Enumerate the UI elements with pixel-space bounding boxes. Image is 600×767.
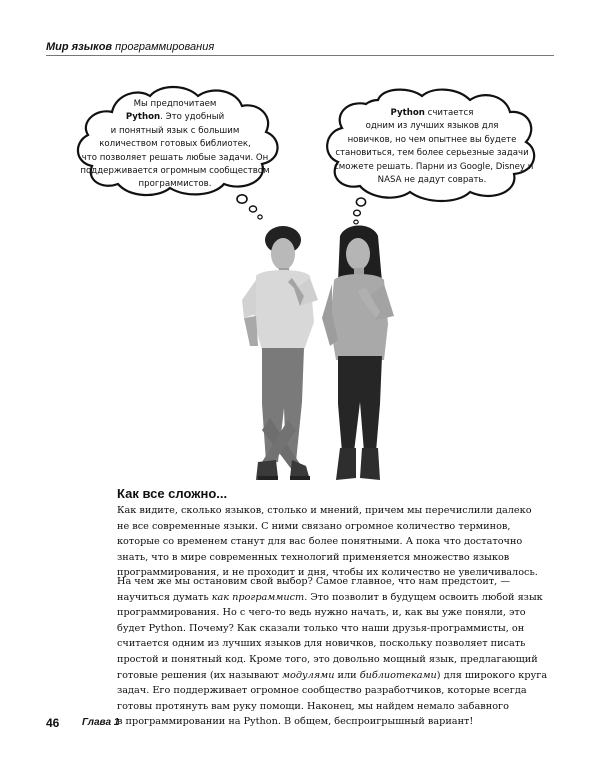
- bubble-left-span: поддерживается огромным сообществом: [80, 166, 270, 177]
- bubble-right-line: [334, 120, 530, 133]
- emphasis-think-like-programmer: как программист: [211, 591, 305, 603]
- paragraph-line: не все современные языки. С ними связано огромное количество терминов,: [117, 520, 511, 532]
- bubble-right-span: считается: [424, 108, 474, 118]
- bubble-left-line: [80, 98, 270, 111]
- bubble-left-line: [80, 152, 270, 165]
- paragraph-span: ) для широкого круга: [436, 669, 548, 681]
- bubble-left-line: [80, 125, 270, 138]
- paragraph-line: задач. Его поддерживает огромное сообщество разработчиков, которые всегда: [117, 685, 527, 697]
- bubble-left-span: количеством готовых библиотек,: [99, 139, 251, 150]
- bubble-left-span: что позволяет решать любые задачи. Он: [81, 152, 269, 163]
- paragraph-1: [117, 503, 538, 581]
- bubble-right-text: [334, 107, 534, 187]
- person-man-figure: [242, 226, 318, 480]
- paragraph-span: . Это позволит в будущем освоить любой язык: [304, 591, 543, 603]
- emphasis-libraries: библиотеками: [359, 669, 437, 681]
- paragraph-line: простой и понятный код. Кроме того, это довольно мощный язык, предлагающий: [117, 653, 538, 665]
- thought-dot-right-1: [356, 198, 365, 206]
- bubble-left-span: и понятный язык с большим: [110, 125, 240, 136]
- bubble-left-line: [80, 178, 270, 191]
- bubble-right-line: [334, 107, 530, 120]
- paragraph-span: или: [334, 669, 360, 681]
- thought-dot-right-3: [354, 220, 358, 224]
- bubble-right-line: [334, 161, 534, 174]
- page-number: 46: [46, 716, 60, 730]
- paragraph-line: в программировании на Python. В общем, беспроигрышный вариант!: [117, 716, 474, 728]
- bubble-left-span: . Это удобный: [160, 112, 225, 123]
- thought-dot-right-2: [354, 210, 361, 216]
- paragraph-line: На чем же мы остановим свой выбор? Самое главное, что нам предстоит, —: [117, 576, 511, 587]
- paragraph-line: которые со временем станут для вас более понятными. А пока что достаточно: [117, 536, 523, 548]
- bubble-left-span: Мы предпочитаем: [133, 99, 217, 109]
- bubble-right-line: [334, 147, 530, 160]
- paragraph-line: знать, что в мире современных технологий применяется множество языков: [117, 551, 510, 563]
- paragraph-line: будет Python. Почему? Как сказали только что наши друзья-программисты, он: [117, 622, 525, 634]
- paragraph-span: научиться думать: [117, 591, 212, 603]
- bubble-left-span: программистов.: [138, 179, 212, 190]
- paragraph-line: программирования. Но с чего-то ведь нужно начать, и, как вы уже поняли, это: [117, 607, 526, 619]
- bubble-left-python: Python: [125, 112, 161, 123]
- header-rest: программирования: [112, 41, 215, 53]
- chapter-label: Глава 1: [82, 717, 120, 728]
- emphasis-modules: модулями: [281, 669, 335, 681]
- paragraph-line: готовы протянуть вам руку помощи. Наконец, мы найдем немало забавного: [117, 700, 509, 712]
- paragraph-line: [117, 668, 548, 684]
- paragraph-2: [117, 574, 548, 730]
- bubble-right-span: новичков, но чем опытнее вы будете: [347, 134, 517, 145]
- bubble-right-python: Python: [390, 108, 425, 118]
- paragraph-line: считается одним из лучших языков для новичков, поскольку позволяет писать: [117, 638, 526, 650]
- bubble-right-span: одним из лучших языков для: [365, 121, 499, 132]
- bubble-right-span: сможете решать. Парни из Google, Disney и: [334, 161, 534, 172]
- paragraph-line: Как видите, сколько языков, столько и мнений, причем мы перечислили далеко: [117, 505, 532, 516]
- header-bold: Мир языков: [46, 41, 113, 53]
- thought-dot-left-2: [249, 206, 256, 212]
- paragraph-line: программирования, и не проходит и дня, чтобы их количество не увеличивалось.: [117, 567, 538, 579]
- person-woman-figure: [322, 226, 394, 481]
- bubble-left-text: [80, 98, 270, 192]
- bubble-right-line: [334, 174, 530, 187]
- bubble-right-span: NASA не дадут соврать.: [377, 175, 487, 186]
- bubble-left-line: [80, 111, 270, 124]
- section-title: Как все сложно...: [117, 486, 228, 501]
- thought-dot-left-1: [237, 195, 247, 203]
- paragraph-line: [117, 590, 543, 606]
- bubble-right-span: становиться, тем более серьезные задачи: [335, 148, 529, 159]
- bubble-left-line: [80, 138, 270, 151]
- bubble-left-line: [80, 165, 270, 178]
- paragraph-span: готовые решения (их называют: [117, 669, 282, 681]
- thought-dot-left-3: [258, 215, 262, 219]
- bubble-right-line: [334, 134, 530, 147]
